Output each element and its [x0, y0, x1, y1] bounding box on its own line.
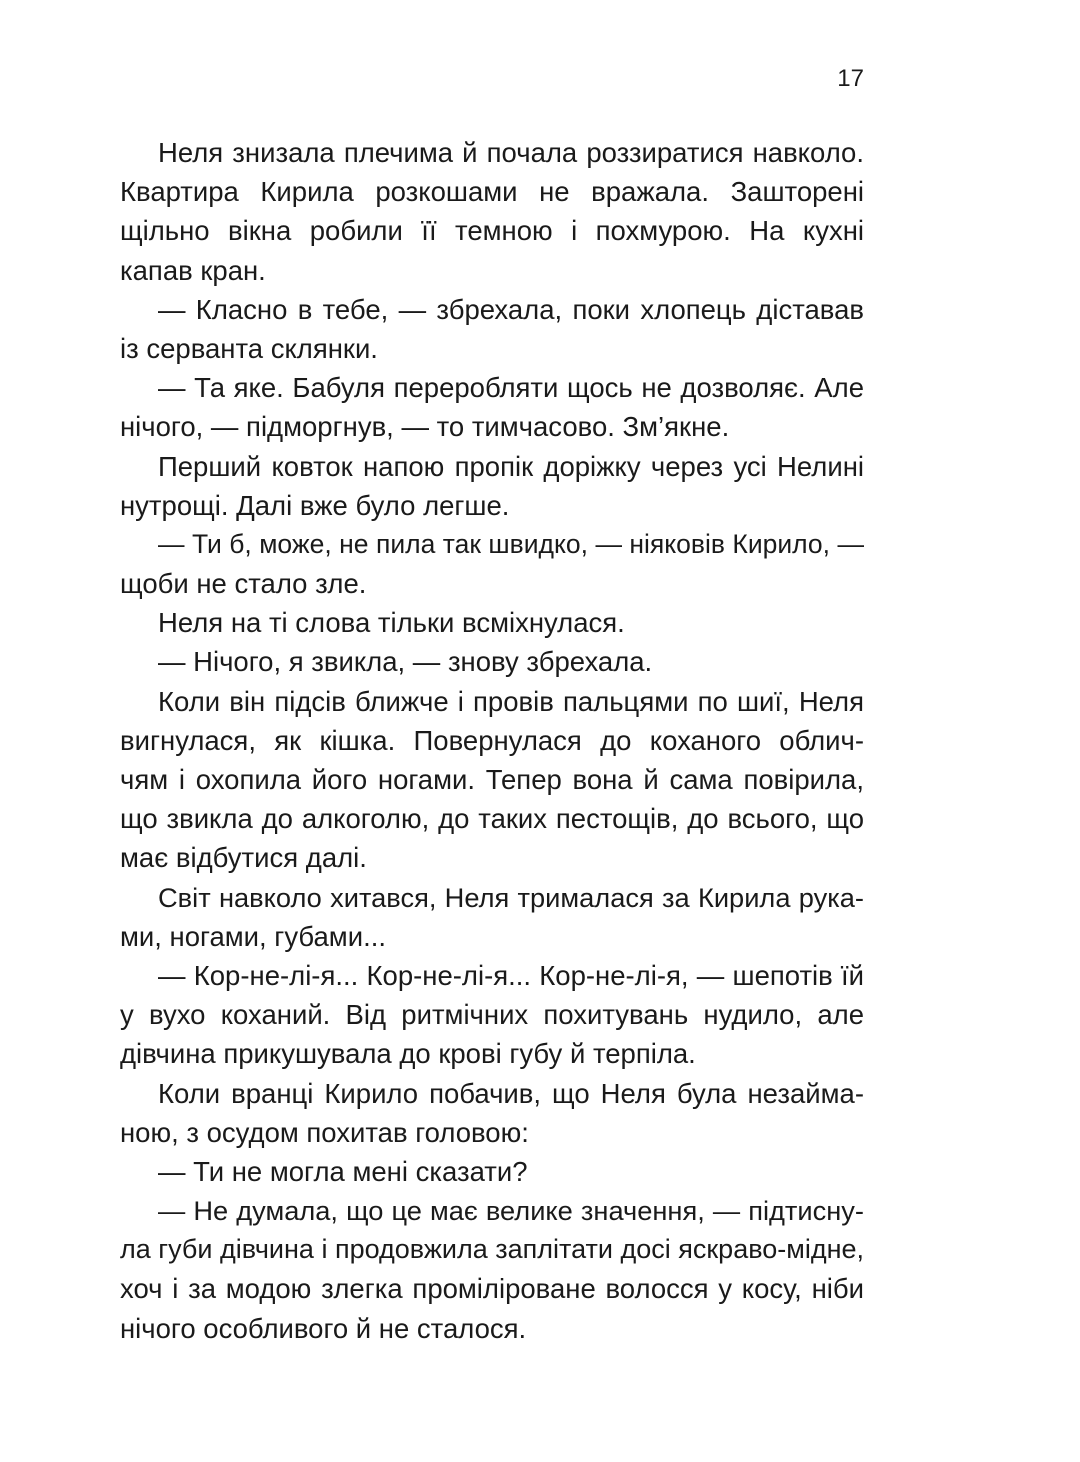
- text-line: капав кран.: [120, 254, 266, 286]
- text-line: має відбутися далі.: [120, 842, 367, 874]
- text-line: ми, ногами, губами...: [120, 920, 386, 952]
- text-line: ла губи дівчина і продовжила заплітати досі яскраво-мідне,: [120, 1234, 864, 1265]
- text-line: Неля знизала плечима й почала роззиратися навколо.: [158, 137, 864, 168]
- text-line: у вухо коханий. Від ритмічних похитувань нудило, але: [120, 999, 864, 1031]
- text-line: дівчина прикушувала до крові губу й терпіла.: [120, 1038, 696, 1070]
- text-line: щоби не стало зле.: [120, 568, 367, 600]
- text-line: — Нічого, я звикла, — знову збрехала.: [158, 646, 653, 678]
- text-line: нічого, — підморгнув, — то тимчасово. Зм’якне.: [120, 411, 730, 443]
- text-line: нутрощі. Далі вже було легше.: [120, 489, 510, 521]
- text-line: — Ти б, може, не пила так швидко, — ніяковів Кирило, —: [158, 528, 864, 559]
- text-line: — Кор-не-лі-я... Кор-не-лі-я... Кор-не-лі-я, — шепотів їй: [158, 959, 864, 991]
- text-line: Коли він підсів ближче і провів пальцями по шиї, Неля: [158, 685, 864, 717]
- text-line: із серванта склянки.: [120, 332, 378, 364]
- text-line: — Класно в тебе, — збрехала, поки хлопець діставав: [158, 293, 864, 325]
- text-line: вигнулася, як кішка. Повернулася до коханого облич-: [120, 724, 864, 756]
- text-line: Перший ковток напою пропік доріжку через усі Нелині: [158, 450, 864, 482]
- text-line: Світ навколо хитався, Неля трималася за Кирила рука-: [158, 881, 864, 913]
- text-line: щільно вікна робили її темною і похмурою. На кухні: [120, 215, 864, 247]
- page-number: 17: [837, 65, 864, 92]
- text-line: — Та яке. Бабуля переробляти щось не дозволяє. Але: [158, 372, 864, 404]
- text-line: — Ти не могла мені сказати?: [158, 1155, 528, 1187]
- text-line: ною, з осудом похитав головою:: [120, 1116, 529, 1148]
- text-line: — Не думала, що це має велике значення, — підтисну-: [158, 1195, 864, 1227]
- text-line: хоч і за модою злегка промілiроване волосся у косу, ніби: [120, 1273, 864, 1305]
- body-text: [120, 133, 864, 1348]
- text-line: чям і охопила його ногами. Тепер вона й сама повірила,: [120, 764, 864, 795]
- text-line: Квартира Кирила розкошами не вражала. Зашторені: [120, 176, 864, 208]
- text-line: що звикла до алкоголю, до таких пестощів, до всього, що: [120, 803, 864, 835]
- text-line: Неля на ті слова тільки всміхнулася.: [158, 607, 625, 639]
- text-line: Коли вранці Кирило побачив, що Неля була незайма-: [158, 1077, 864, 1109]
- text-line: нічого особливого й не сталося.: [120, 1312, 527, 1344]
